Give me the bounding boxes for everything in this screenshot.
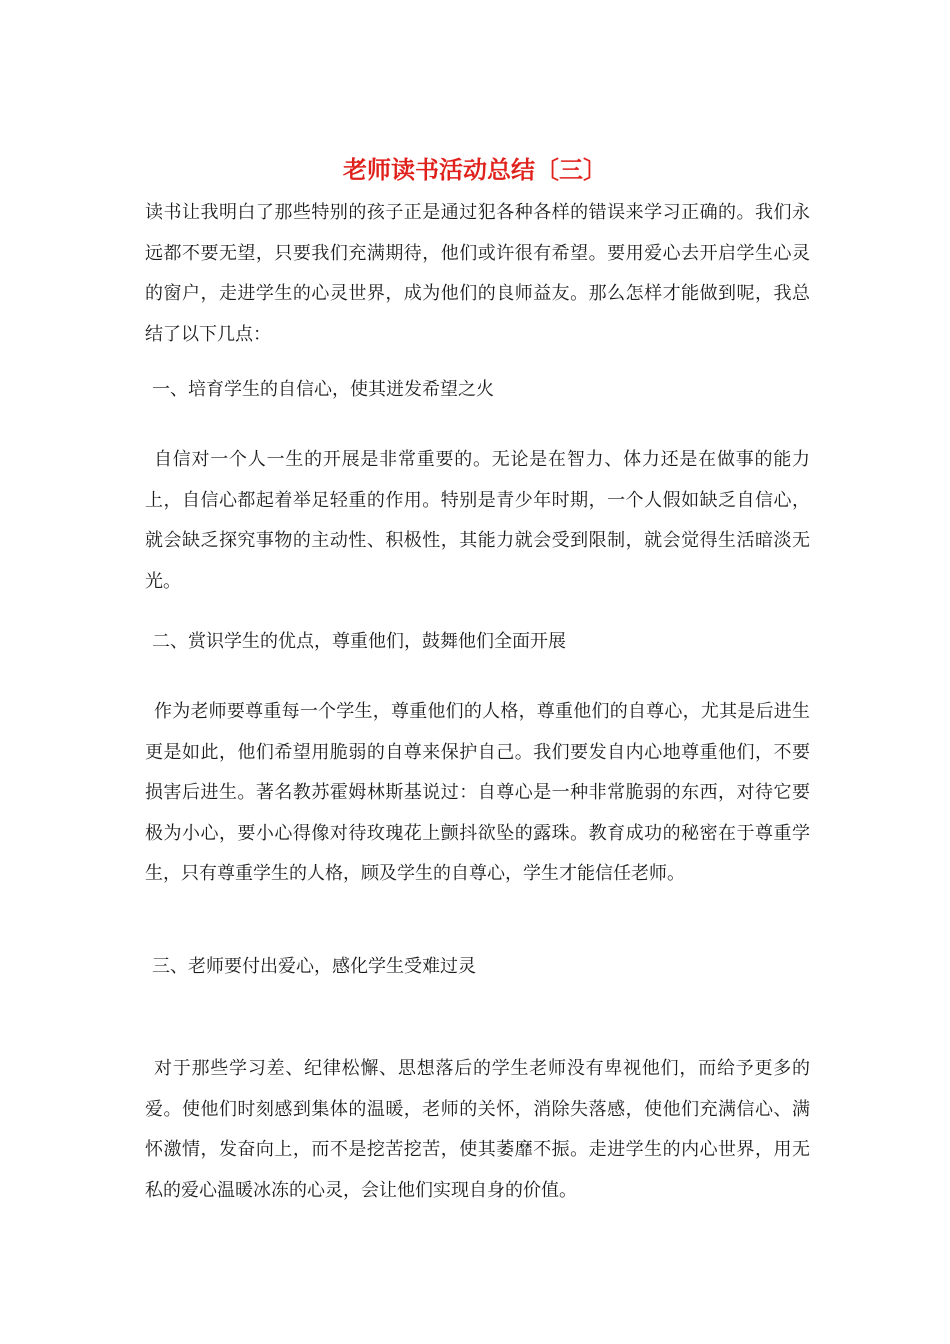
section-heading-2: 二、赏识学生的优点，尊重他们，鼓舞他们全面开展 <box>152 631 566 652</box>
document-title: 老师读书活动总结〔三〕 <box>343 155 607 184</box>
intro-paragraph: 读书让我明白了那些特别的孩子正是通过犯各种各样的错误来学习正确的。我们永远都不要无望，只要我们充满期待，他们或许很有希望。要用爱心去开启学生心灵的窗户，走进学生的心灵世界，成为他们的良师益友。那么怎样才能做到呢，我总结了以下几点： <box>145 202 810 345</box>
section-body-3: 对于那些学习差、纪律松懈、思想落后的学生老师没有卑视他们，而给予更多的爱。使他们时刻感到集体的温暖，老师的关怀，消除失落感，使他们充满信心、满怀激情，发奋向上，而不是挖苦挖苦，使其萎靡不振。走进学生的内心世界，用无私的爱心温暖冰冻的心灵，会让他们实现自身的价值。 <box>145 1058 810 1201</box>
section-heading-1: 一、培育学生的自信心，使其迸发希望之火 <box>152 379 494 400</box>
section-body-1: 自信对一个人一生的开展是非常重要的。无论是在智力、体力还是在做事的能力上，自信心都起着举足轻重的作用。特别是青少年时期，一个人假如缺乏自信心，就会缺乏探究事物的主动性、积极性，其能力就会受到限制，就会觉得生活暗淡无光。 <box>145 449 810 592</box>
section-heading-3: 三、老师要付出爱心，感化学生受难过灵 <box>152 956 476 977</box>
section-body-2: 作为老师要尊重每一个学生，尊重他们的人格，尊重他们的自尊心，尤其是后进生更是如此，他们希望用脆弱的自尊来保护自己。我们要发自内心地尊重他们，不要损害后进生。著名教苏霍姆林斯基说过：自尊心是一种非常脆弱的东西，对待它要极为小心，要小心得像对待玫瑰花上颤抖欲坠的露珠。教育成功的秘密在于尊重学生，只有尊重学生的人格，顾及学生的自尊心，学生才能信任老师。 <box>145 701 810 884</box>
